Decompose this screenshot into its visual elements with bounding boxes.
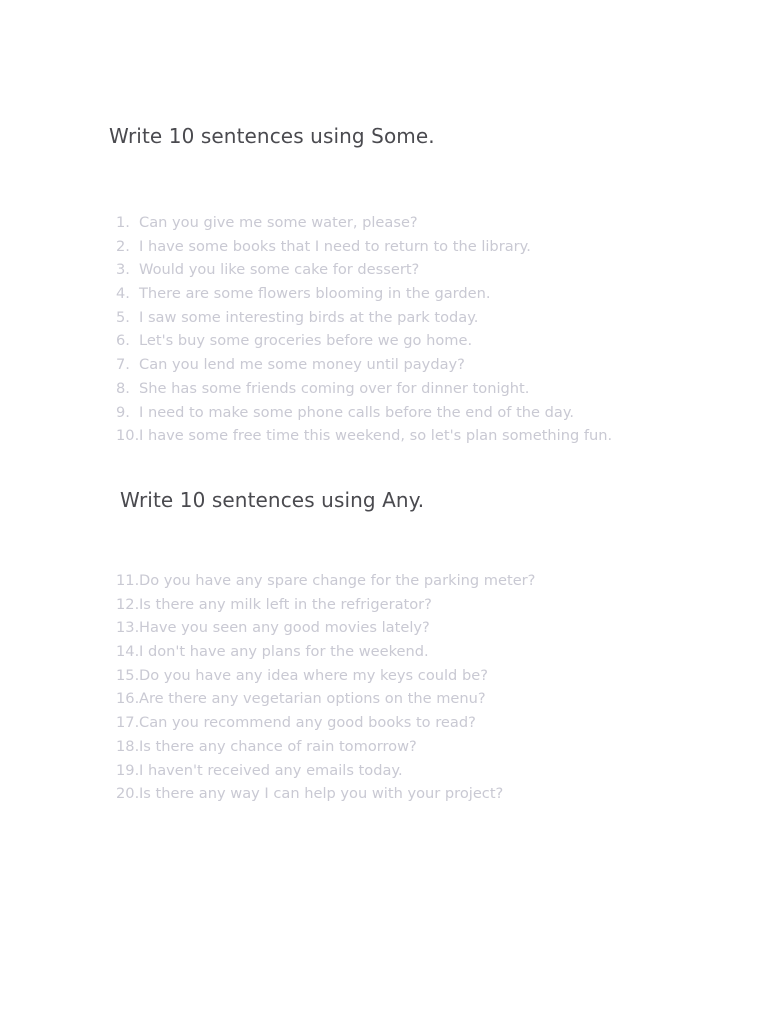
- list-item: [116, 616, 535, 640]
- list-item-number: 11.: [116, 572, 140, 589]
- list-item-text: I have some free time this weekend, so let's plan something fun.: [139, 427, 613, 445]
- list-item-text: Are there any vegetarian options on the menu?: [139, 690, 486, 708]
- list-item: [116, 353, 612, 377]
- list-item-number: 10.: [116, 427, 140, 445]
- list-item-number: 14.: [116, 643, 140, 661]
- list-item-text: There are some flowers blooming in the garden.: [139, 285, 491, 303]
- list-item-text: Is there any chance of rain tomorrow?: [139, 737, 417, 755]
- list-item-number: 13.: [116, 619, 140, 637]
- list-item: [116, 424, 612, 448]
- list-item-number: 8.: [116, 379, 130, 397]
- list-item-number: 3.: [116, 261, 130, 279]
- list-item: [116, 282, 612, 306]
- list-item-number: 2.: [116, 237, 130, 255]
- list-item-text: Is there any milk left in the refrigerator?: [139, 595, 432, 613]
- list-item-number: 16.: [116, 690, 140, 708]
- list-item-text: Do you have any spare change for the parking meter?: [139, 572, 536, 589]
- list-item-text: Do you have any idea where my keys could be?: [139, 666, 488, 684]
- list-item-number: 6.: [116, 332, 130, 350]
- list-item: [116, 711, 535, 735]
- list-item-text: I have some books that I need to return to the library.: [139, 237, 531, 255]
- list-item: [116, 401, 612, 425]
- list-item-text: I don't have any plans for the weekend.: [139, 643, 429, 661]
- sentence-list-any: [116, 569, 535, 806]
- list-item-number: 12.: [116, 595, 140, 613]
- list-item-text: Is there any way I can help you with your project?: [139, 785, 504, 803]
- list-item: [116, 569, 535, 593]
- list-item: [116, 593, 535, 617]
- list-item: [116, 687, 535, 711]
- list-item: [116, 306, 612, 330]
- section-heading-some: Write 10 sentences using Some.: [109, 124, 435, 148]
- list-item-text: Can you lend me some money until payday?: [139, 356, 465, 374]
- list-item-number: 7.: [116, 356, 130, 374]
- list-item-text: She has some friends coming over for dinner tonight.: [139, 379, 530, 397]
- list-item-number: 15.: [116, 666, 140, 684]
- list-item-number: 19.: [116, 761, 140, 779]
- list-item-text: Have you seen any good movies lately?: [139, 619, 430, 637]
- list-item-text: I need to make some phone calls before the end of the day.: [139, 403, 575, 421]
- list-item: [116, 329, 612, 353]
- list-item-number: 1.: [116, 214, 130, 231]
- list-item-number: 9.: [116, 403, 130, 421]
- list-item: [116, 211, 612, 235]
- list-item-text: I saw some interesting birds at the park today.: [139, 308, 479, 326]
- list-item-number: 5.: [116, 308, 130, 326]
- list-item-text: Would you like some cake for dessert?: [139, 261, 420, 279]
- list-item: [116, 640, 535, 664]
- list-item-number: 20.: [116, 785, 140, 803]
- list-item: [116, 664, 535, 688]
- list-item: [116, 735, 535, 759]
- list-item: [116, 759, 535, 783]
- list-item: [116, 258, 612, 282]
- list-item-text: Let's buy some groceries before we go home.: [139, 332, 473, 350]
- list-item-number: 17.: [116, 714, 140, 732]
- list-item-number: 18.: [116, 737, 140, 755]
- list-item: [116, 377, 612, 401]
- list-item-text: I haven't received any emails today.: [139, 761, 403, 779]
- list-item-number: 4.: [116, 285, 130, 303]
- list-item-text: Can you recommend any good books to read?: [139, 714, 476, 732]
- sentence-list-some: [116, 211, 612, 448]
- list-item-text: Can you give me some water, please?: [139, 214, 418, 231]
- list-item: [116, 235, 612, 259]
- list-item: [116, 782, 535, 806]
- section-heading-any: Write 10 sentences using Any.: [120, 488, 425, 512]
